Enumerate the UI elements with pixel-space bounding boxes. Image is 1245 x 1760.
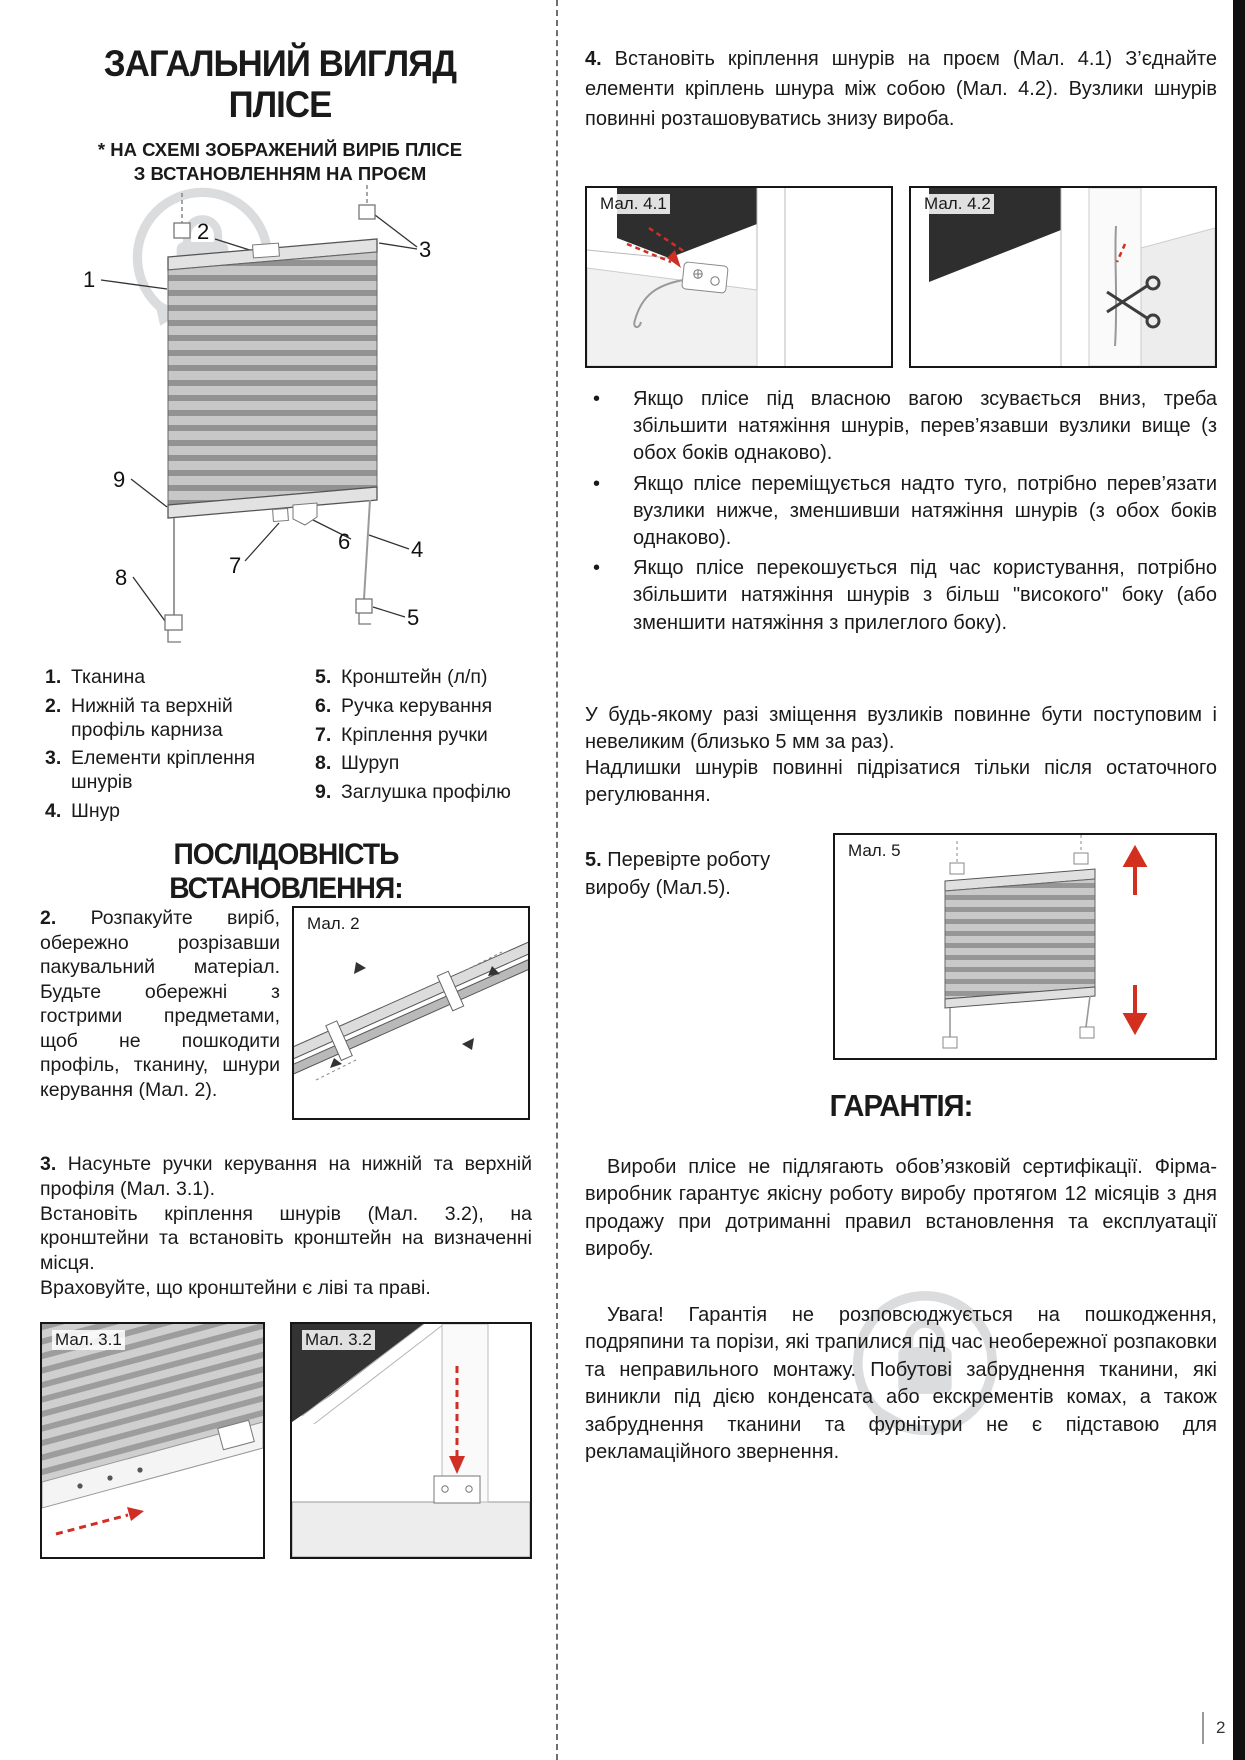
page-subtitle-line2: З ВСТАНОВЛЕННЯМ НА ПРОЄМ [133, 163, 427, 185]
step-2-number: 2. [40, 907, 57, 929]
bullet-item: • Якщо плісе під власною вагою зсувається вниз, треба збільшити натяжіння шнурів, перев’язавши вузлики вище (з обох боків однаково). [585, 386, 1217, 468]
page-title [54, 44, 505, 125]
legend-item-text: Шнур [71, 799, 121, 822]
callout-1: 1 [83, 267, 96, 292]
figure-3-1-label: Мал. 3.1 [52, 1330, 125, 1350]
warranty-title: ГАРАНТІЯ: [829, 1088, 973, 1123]
legend-item-text: Шуруп [341, 752, 400, 775]
bullet-item: • Якщо плісе перекошується під час користування, потрібно збільшити натяжіння шнурів з більш "високого" боку (або зменшити натяжіння з прилеглого боку). [585, 555, 1217, 637]
figure-4-2 [909, 186, 1217, 368]
page-number: 2 [1202, 1712, 1225, 1744]
legend-item-number: 7. [315, 723, 332, 746]
step-5-number: 5. [585, 849, 602, 871]
legend-item-text: Кріплення ручки [341, 723, 488, 746]
figure-3-2-image [292, 1324, 530, 1557]
legend-item-number: 2. [45, 694, 62, 717]
figure-5-image [835, 835, 1215, 1058]
adjustment-bullet-list [585, 386, 1217, 640]
figure-3-2-label: Мал. 3.2 [302, 1330, 375, 1350]
legend-item-text: Елементи кріплення шнурів [71, 747, 256, 794]
legend-item [45, 800, 315, 824]
figure-2 [292, 906, 530, 1120]
legend-item [315, 724, 532, 748]
callout-5: 5 [407, 605, 420, 630]
step-3-section [40, 1152, 532, 1301]
figure-4-2-image [911, 188, 1215, 366]
figure-2-label: Мал. 2 [304, 914, 363, 934]
step-4-text: Встановіть кріплення шнурів на проєм (Мал. 4.1) З’єднайте елементи кріплень шнура між собою (Мал. 4.2). Вузлики шнурів повинні розташовуватись знизу вироба. [585, 48, 1217, 130]
legend-item [45, 695, 315, 743]
legend-item-number: 8. [315, 752, 332, 775]
figure-3-2 [290, 1322, 532, 1559]
column-divider [556, 0, 558, 1760]
legend-item-number: 6. [315, 694, 332, 717]
legend-item-number: 4. [45, 799, 62, 822]
legend-item-number: 1. [45, 666, 62, 688]
adjustment-note-1: У будь-якому разі зміщення вузликів повинне бути поступовим і невеликим (близько 5 мм за раз). [585, 704, 1217, 753]
step-3-number: 3. [40, 1153, 57, 1175]
figure-2-image [294, 908, 528, 1118]
legend-item-text: Нижній та верхній профіль карниза [71, 694, 233, 741]
callout-3: 3 [419, 237, 432, 262]
legend-item-number: 3. [45, 747, 62, 770]
page-subtitle-line1: * НА СХЕМІ ЗОБРАЖЕНИЙ ВИРІБ ПЛІСЕ [97, 139, 463, 160]
overview-diagram [55, 185, 525, 663]
warranty-paragraph-2: Увага! Гарантія не розповсюджується на пошкодження, подряпини та порізи, які трапилися під час необережної розпаковки та неправильного монтажу. Побутові забруднення тканини, які виникли під дією конденсата або екскрементів комах, а також забруднення тканини та фурнітури не є підставою для рекламаційного звернення. [585, 1304, 1217, 1463]
figure-3-1 [40, 1322, 265, 1559]
diagram-legend [45, 666, 532, 829]
legend-item [315, 752, 532, 776]
legend-item-text: Ручка керування [341, 694, 493, 717]
figure-4-1 [585, 186, 893, 368]
callout-2: 2 [197, 219, 210, 244]
callout-4: 4 [411, 537, 424, 562]
page-edge-bar [1233, 0, 1245, 1760]
page-title-line1: ЗАГАЛЬНИЙ ВИГЛЯД [103, 43, 457, 84]
legend-item [45, 666, 315, 690]
legend-item-text: Заглушка профілю [341, 781, 511, 804]
step-3-paragraph-1 [40, 1152, 532, 1202]
legend-item [315, 781, 532, 805]
step-5-text: Перевірте роботу виробу (Мал.5). [585, 849, 771, 899]
warranty-paragraph-1: Вироби плісе не підлягають обов’язковій сертифікації. Фірма-виробник гарантує якісну роботу виробу протягом 12 місяців з дня продажу при дотриманні правил встановлення та експлуатації виробу. [585, 1156, 1217, 1261]
install-sequence-title: ПОСЛІДОВНІСТЬ ВСТАНОВЛЕННЯ: [169, 838, 403, 905]
figure-4-2-label: Мал. 4.2 [921, 194, 994, 214]
legend-column-2 [315, 666, 532, 829]
legend-item-number: 9. [315, 781, 332, 804]
legend-item-number: 5. [315, 666, 332, 688]
figure-3-1-image [42, 1324, 263, 1557]
legend-column-1 [45, 666, 315, 829]
step-5-section [585, 846, 823, 902]
bullet-item: • Якщо плісе переміщується надто туго, потрібно перев’язати вузлики нижче, зменшивши натяжіння шнурів (з обох боків однаково). [585, 471, 1217, 553]
step-2-text: Розпакуйте виріб, обережно розрізавши пакувальний матеріал. Будьте обережні з гострими предметами, щоб не пошкодити профіль, тканину, шнури керування (Мал. 2). [40, 907, 280, 1101]
step-3-paragraph-3: Враховуйте, що кронштейни є ліві та праві. [40, 1276, 431, 1299]
page-title-line2: ПЛІСЕ [228, 83, 332, 125]
figure-4-1-label: Мал. 4.1 [597, 194, 670, 214]
step-2-section [40, 906, 532, 1120]
step-4-paragraph [585, 44, 1217, 134]
legend-item [315, 666, 532, 690]
figure-5 [833, 833, 1217, 1060]
adjustment-notes [585, 702, 1217, 808]
step-4-section [585, 44, 1217, 134]
callout-9: 9 [113, 467, 126, 492]
callout-7: 7 [229, 553, 242, 578]
figure-4-1-image [587, 188, 891, 366]
callout-8: 8 [115, 565, 128, 590]
step-3-paragraph-2: Встановіть кріплення шнурів (Мал. 3.2), на кронштейни та встановіть кронштейн на визначенні місця. [40, 1202, 532, 1274]
callout-6: 6 [338, 529, 351, 554]
step-2-paragraph [40, 906, 292, 1120]
figure-5-label: Мал. 5 [845, 841, 904, 861]
legend-item [315, 695, 532, 719]
adjustment-note-2: Надлишки шнурів повинні підрізатися тільки після остаточного регулювання. [585, 757, 1217, 806]
step-4-number: 4. [585, 48, 602, 70]
page-subtitle [40, 138, 520, 186]
step-3-text-1: Насуньте ручки керування на нижній та верхній профіля (Мал. 3.1). [40, 1153, 532, 1200]
legend-item-text: Тканина [71, 666, 146, 688]
legend-item [45, 747, 315, 795]
overview-diagram-image [55, 185, 525, 663]
legend-item-text: Кронштейн (л/п) [341, 666, 488, 688]
step-5-paragraph [585, 846, 823, 902]
